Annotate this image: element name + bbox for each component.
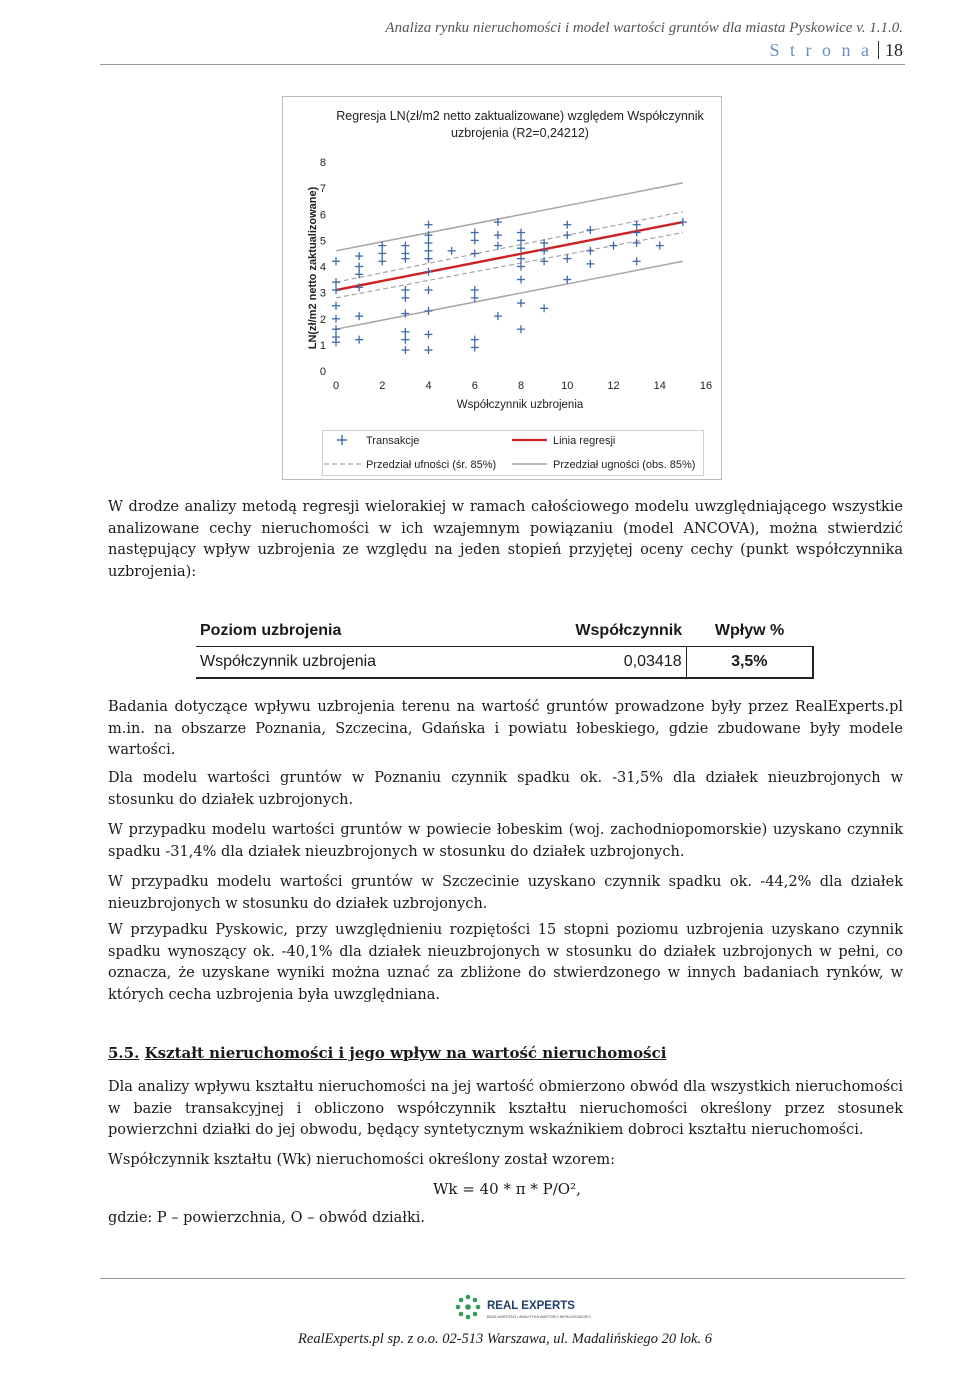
data-point — [401, 249, 409, 257]
data-point — [471, 229, 479, 237]
data-point — [401, 286, 409, 294]
section-number: 5.5. — [108, 1044, 140, 1062]
legend-transakcje — [337, 435, 419, 447]
data-point — [332, 333, 340, 341]
table-header-row — [196, 616, 813, 647]
x-tick-label: 10 — [561, 380, 574, 392]
data-point — [332, 257, 340, 265]
footer-divider — [100, 1278, 905, 1279]
x-tick-label: 8 — [517, 380, 525, 392]
legend-ugnosci — [512, 459, 695, 471]
paragraph-shape-intro: Dla analizy wpływu kształtu nieruchomości na jej wartość obmierzono obwód dla wszystkich nieruchomości w bazie transakcyjnej i obliczono współczynnik kształtu nieruchomości określony przez stosunek powierzchni działki do jej obwodu, będący syntetycznym wskaźnikiem dobroci kształtu nieruchomości. — [108, 1079, 903, 1138]
y-tick-label: 0 — [319, 366, 326, 378]
paragraph-formula-intro: Współczynnik kształtu (Wk) nieruchomości określony został wzorem: — [108, 1152, 615, 1168]
chart-title: Regresja LN(zł/m2 netto zaktualizowane) względem Współczynnik uzbrojenia (R2=0,24212) — [336, 109, 704, 140]
data-point — [355, 252, 363, 260]
legend-label: Przedział ufności (śr. 85%) — [366, 459, 497, 471]
x-tick-label: 4 — [425, 380, 432, 392]
table-cell: 3,5% — [686, 647, 813, 679]
data-point — [633, 257, 641, 265]
x-tick-label: 6 — [471, 380, 478, 392]
y-tick-label: 6 — [319, 209, 326, 222]
data-point — [425, 247, 433, 255]
x-tick-label: 0 — [332, 380, 340, 392]
real-experts-logo — [451, 1292, 611, 1326]
paragraph-poznan: Dla modelu wartości gruntów w Poznaniu czynnik spadku ok. -31,5% dla działek nieuzbrojonych w stosunku do działek uzbrojonych. — [108, 770, 903, 808]
data-point — [471, 336, 479, 344]
x-tick-label: 16 — [699, 380, 713, 392]
data-point — [471, 249, 479, 257]
data-point — [633, 221, 641, 229]
data-point — [494, 231, 502, 239]
x-tick-label: 2 — [379, 380, 386, 392]
data-point — [401, 328, 409, 336]
x-tick-label: 12 — [607, 380, 620, 392]
logo-mark-icon — [456, 1295, 481, 1320]
data-point — [563, 221, 571, 229]
table-cell: Współczynnik uzbrojenia — [196, 647, 498, 679]
data-point — [586, 247, 594, 255]
data-point — [378, 249, 386, 257]
prediction-band-line — [336, 183, 683, 251]
data-point — [401, 346, 409, 354]
data-point — [610, 242, 618, 250]
data-point — [517, 276, 525, 284]
data-point — [332, 325, 340, 333]
data-point — [401, 242, 409, 250]
data-point — [425, 307, 433, 315]
data-point — [425, 255, 433, 263]
section-title: Kształt nieruchomości i jego wpływ na wartość nieruchomości — [144, 1044, 667, 1062]
data-point — [563, 276, 571, 284]
formula-legend: gdzie: P – powierzchnia, O – obwód działki. — [108, 1210, 425, 1226]
data-point — [425, 239, 433, 247]
page-label: S t r o n a — [769, 40, 872, 60]
data-point — [471, 294, 479, 302]
data-point — [355, 263, 363, 271]
data-point — [332, 286, 340, 294]
legend-label: Linia regresji — [553, 435, 616, 447]
table-header-cell: Współczynnik — [498, 616, 686, 647]
paragraph-research: Badania dotyczące wpływu uzbrojenia terenu na wartość gruntów prowadzone były przez RealExperts.pl m.in. na obszarze Poznania, Szczecina, Gdańska i powiatu łobeskiego, gdzie zbudowane były modele wartości. — [108, 699, 903, 758]
header-title: Analiza rynku nieruchomości i model wartości gruntów dla miasta Pyskowice v. 1.1.0. — [385, 20, 903, 36]
paragraph-szczecin: W przypadku modelu wartości gruntów w Szczecinie uzyskano czynnik spadku ok. -44,2% dla działek nieuzbrojonych w stosunku do działek uzbrojonych. — [108, 874, 903, 912]
data-point — [540, 257, 548, 265]
uzbrojenie-table — [196, 616, 814, 679]
data-point — [679, 218, 687, 226]
data-point — [471, 286, 479, 294]
data-point — [425, 221, 433, 229]
formula: Wk = 40 * π * P/O², — [433, 1180, 581, 1198]
legend-label: Transakcje — [366, 435, 420, 447]
y-tick-label: 5 — [319, 235, 326, 248]
section-heading — [108, 1044, 666, 1062]
data-point — [355, 312, 363, 320]
data-point — [517, 229, 525, 237]
logo-name: REAL EXPERTS — [487, 1300, 575, 1312]
prediction-band-line — [336, 261, 683, 329]
data-point — [517, 255, 525, 263]
data-point — [378, 257, 386, 265]
data-point — [494, 312, 502, 320]
x-axis-label: Współczynnik uzbrojenia — [456, 399, 584, 411]
y-tick-label: 8 — [319, 157, 326, 169]
table-cell: 0,03418 — [498, 647, 686, 679]
data-point — [332, 302, 340, 310]
y-tick-label: 2 — [319, 313, 326, 326]
data-point — [517, 299, 525, 307]
data-point — [656, 242, 664, 250]
y-tick-label: 3 — [319, 287, 326, 300]
data-point — [563, 255, 571, 263]
data-point — [425, 330, 433, 338]
data-point — [401, 336, 409, 344]
paragraph-intro: W drodze analizy metodą regresji wielorakiej w ramach całościowego modelu uwzględniającego wszystkie analizowane cechy nieruchomości w ich wzajemnym powiązaniu (model ANCOVA), można stwierdzić następujący wpływ uzbrojenia ze względu na jeden stopień przyjętej oceny cechy (punkt współczynnika uzbrojenia): — [108, 499, 903, 580]
regression-chart — [0, 0, 960, 500]
footer-address: RealExperts.pl sp. z o.o. 02-513 Warszawa, ul. Madalińskiego 20 lok. 6 — [298, 1331, 712, 1347]
legend-label: Przedział ugności (obs. 85%) — [553, 459, 696, 471]
data-point — [471, 236, 479, 244]
data-point — [586, 226, 594, 234]
y-tick-label: 7 — [319, 183, 326, 196]
confidence-band-line — [336, 233, 683, 298]
data-point — [471, 343, 479, 351]
data-point — [332, 278, 340, 286]
logo-tagline: BAZA WARTOŚCI I ANALITYKA WARTOŚCI NIERUCHOMOŚCI — [487, 1315, 591, 1319]
data-point — [425, 346, 433, 354]
data-point — [332, 315, 340, 323]
legend-regresja — [512, 435, 615, 447]
y-tick-label: 4 — [319, 261, 326, 274]
data-point — [425, 286, 433, 294]
x-tick-label: 14 — [653, 380, 666, 392]
table-header-cell: Wpływ % — [686, 616, 813, 647]
data-point — [563, 231, 571, 239]
data-point — [540, 304, 548, 312]
data-point — [586, 260, 594, 268]
data-point — [425, 268, 433, 276]
y-tick-label: 1 — [319, 339, 326, 352]
table-header-cell: Poziom uzbrojenia — [196, 616, 498, 647]
data-point — [355, 336, 363, 344]
legend-ufnosci — [324, 459, 496, 471]
table-row — [196, 647, 813, 679]
paragraph-pyskowice: W przypadku Pyskowic, przy uwzględnieniu rozpiętości 15 stopni poziomu uzbrojenia uzyskano czynnik spadku wynoszący ok. -40,1% dla działek nieuzbrojonych w stosunku do działek uzbrojonych w pełni, co oznacza, że uzyskane wyniki można uznać za zbliżone do stwierdzonego w innych badaniach rynków, w których cecha uzbrojenia była uwzględniana. — [108, 922, 903, 1003]
page-number: 18 — [885, 40, 903, 60]
data-point — [517, 236, 525, 244]
paragraph-lobez: W przypadku modelu wartości gruntów w powiecie łobeskim (woj. zachodniopomorskie) uzyskano czynnik spadku -31,4% dla działek nieuzbrojonych w stosunku do działek uzbrojonych. — [108, 822, 903, 860]
data-point — [517, 325, 525, 333]
regression-line — [336, 222, 683, 290]
y-axis-label: LN(zł/m2 netto zaktualizowane) — [307, 186, 319, 350]
data-point — [401, 294, 409, 302]
data-point — [448, 247, 456, 255]
